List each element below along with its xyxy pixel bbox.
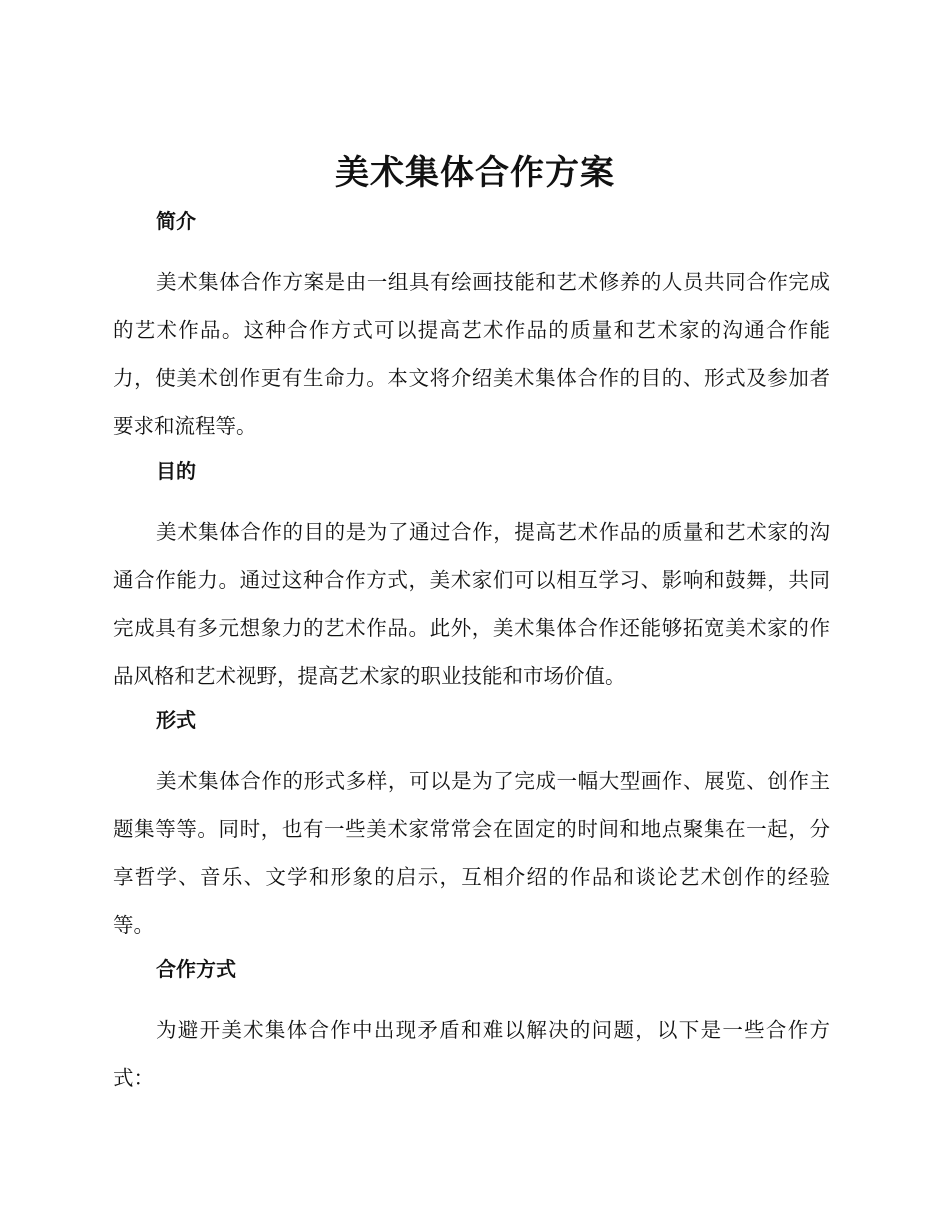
- section-paragraph: 美术集体合作方案是由一组具有绘画技能和艺术修养的人员共同合作完成的艺术作品。这种合作方式可以提高艺术作品的质量和艺术家的沟通合作能力，使美术创作更有生命力。本文将介绍美术集体合作的目的、形式及参加者要求和流程等。: [113, 270, 830, 438]
- section-cooperation-methods: [113, 956, 830, 1102]
- section-heading: 简介: [156, 209, 196, 233]
- document-title: 美术集体合作方案: [335, 153, 615, 193]
- section-heading: 合作方式: [156, 957, 236, 981]
- section-purpose: [113, 458, 830, 700]
- section-paragraph: 美术集体合作的形式多样，可以是为了完成一幅大型画作、展览、创作主题集等等。同时，也有一些美术家常常会在固定的时间和地点聚集在一起，分享哲学、音乐、文学和形象的启示，互相介绍的作品和谈论艺术创作的经验等。: [113, 769, 830, 937]
- section-heading: 形式: [156, 708, 196, 732]
- section-heading: 目的: [156, 459, 196, 483]
- section-paragraph: 美术集体合作的目的是为了通过合作，提高艺术作品的质量和艺术家的沟通合作能力。通过这种合作方式，美术家们可以相互学习、影响和鼓舞，共同完成具有多元想象力的艺术作品。此外，美术集体合作还能够拓宽美术家的作品风格和艺术视野，提高艺术家的职业技能和市场价值。: [113, 520, 830, 688]
- section-paragraph: 为避开美术集体合作中出现矛盾和难以解决的问题，以下是一些合作方式：: [113, 1018, 830, 1090]
- section-form: [113, 707, 830, 949]
- section-intro: [113, 208, 830, 450]
